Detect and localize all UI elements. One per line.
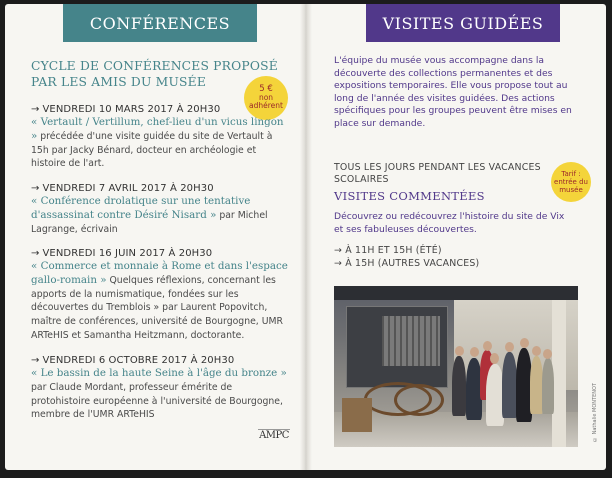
page-gutter bbox=[300, 4, 312, 470]
event-date bbox=[31, 354, 293, 367]
event-desc: par Michel Lagrange, écrivain bbox=[31, 209, 268, 235]
conferences-header: CONFÉRENCES bbox=[63, 4, 257, 42]
photo-credit: © Nathalie MONTENOT bbox=[592, 383, 598, 442]
event-date bbox=[31, 182, 293, 195]
cycle-title: CYCLE DE CONFÉRENCES PROPOSÉ PAR LES AMIS DU MUSÉE bbox=[31, 59, 278, 89]
price-line1: non bbox=[258, 92, 274, 102]
photo-visitor-head bbox=[490, 353, 499, 364]
event-desc: Quelques réflexions, concernant les apports de la numismatique, fondées sur les découvertes du Tremblois » par Laurent Popovitch, maître de conférences, université de Bourgogne, UMR ARTeHIS et Samantha Heitzmann, doctorante. bbox=[31, 274, 284, 341]
arrow-right-icon: → bbox=[31, 355, 40, 366]
tarif-line1: Tarif : bbox=[561, 170, 581, 178]
event-date bbox=[31, 247, 293, 260]
event-2 bbox=[31, 182, 293, 236]
arrow-right-icon: → bbox=[31, 183, 40, 194]
tarif-line3: musée bbox=[559, 186, 583, 194]
event-3 bbox=[31, 247, 293, 343]
arrow-right-icon: → bbox=[334, 245, 346, 256]
price-line2: adhérent bbox=[249, 101, 283, 111]
event-body bbox=[31, 195, 293, 236]
museum-photo bbox=[334, 286, 578, 447]
visits-title: VISITES COMMENTÉES bbox=[334, 189, 485, 203]
photo-chariot-wheel bbox=[394, 384, 444, 416]
event-body bbox=[31, 116, 293, 171]
visit-time-text: À 11H ET 15H (ÉTÉ) bbox=[345, 245, 442, 256]
event-desc: par Claude Mordant, professeur émérite de protohistoire européenne à l'université de Bourgogne, membre de l'UMR ARTeHIS bbox=[31, 381, 283, 421]
arrow-right-icon: → bbox=[31, 248, 40, 259]
photo-visitor-head bbox=[532, 346, 541, 356]
tarif-badge bbox=[551, 162, 591, 202]
event-date-text: VENDREDI 16 JUIN 2017 À 20H30 bbox=[42, 248, 213, 259]
event-date bbox=[31, 103, 293, 116]
photo-visitor bbox=[542, 358, 554, 414]
photo-visitor-head bbox=[520, 338, 529, 348]
arrow-right-icon: → bbox=[31, 104, 40, 115]
price-value: 5 € bbox=[259, 84, 273, 95]
tarif-line2: entrée du bbox=[554, 178, 588, 186]
event-title: « Le bassin de la haute Seine à l'âge du bronze » bbox=[31, 367, 287, 379]
visits-desc: Découvrez ou redécouvrez l'histoire du site de Vix et ses fabuleuses découvertes. bbox=[334, 211, 565, 235]
photo-visitor bbox=[502, 352, 517, 418]
event-title: « Commerce et monnaie à Rome et dans l'espace gallo-romain » bbox=[31, 260, 288, 286]
visit-time-text: À 15H (AUTRES VACANCES) bbox=[345, 258, 480, 269]
photo-visitor-head bbox=[483, 341, 492, 351]
intro-text: L'équipe du musée vous accompagne dans la découverte des collections permanentes et des expositions temporaires. Elle vous propose tout au long de l'année des visites guidées. Des actions spécifiques pour les groupes peuvent être mises en place sur demande. bbox=[334, 55, 572, 129]
school-holidays-line: TOUS LES JOURS PENDANT LES VACANCES SCOLAIRES bbox=[334, 162, 541, 186]
event-desc: précédée d'une visite guidée du site de Vertault à 15h par Jacky Bénard, docteur en archéologie et histoire de l'art. bbox=[31, 130, 273, 170]
event-body bbox=[31, 367, 293, 422]
photo-visitor-head bbox=[470, 347, 479, 357]
event-body bbox=[31, 260, 293, 343]
photo-pillar bbox=[552, 300, 566, 447]
ampc-logo: AMPC bbox=[258, 429, 290, 448]
event-date-text: VENDREDI 7 AVRIL 2017 À 20H30 bbox=[42, 183, 214, 194]
photo-visitor-head bbox=[543, 349, 552, 359]
event-4 bbox=[31, 354, 293, 422]
event-title: « Conférence drolatique sur une tentative d'assassinat contre Désiré Nisard » bbox=[31, 195, 251, 221]
visites-header: VISITES GUIDÉES bbox=[366, 4, 560, 42]
visit-time bbox=[334, 244, 479, 257]
arrow-right-icon: → bbox=[334, 258, 346, 269]
visit-time bbox=[334, 257, 479, 270]
photo-visitor bbox=[452, 356, 466, 416]
event-title: « Vertault / Vertillum, chef-lieu d'un vicus lingon » bbox=[31, 116, 284, 142]
event-date-text: VENDREDI 10 MARS 2017 À 20H30 bbox=[42, 104, 221, 115]
visit-times bbox=[334, 244, 479, 270]
photo-visitor-head bbox=[505, 342, 514, 352]
event-date-text: VENDREDI 6 OCTOBRE 2017 À 20H30 bbox=[42, 355, 235, 366]
photo-visitor-head bbox=[455, 346, 464, 356]
event-1 bbox=[31, 103, 293, 171]
photo-ceiling bbox=[334, 286, 578, 300]
photo-showcase-grid bbox=[382, 316, 440, 366]
photo-crate bbox=[342, 398, 372, 432]
